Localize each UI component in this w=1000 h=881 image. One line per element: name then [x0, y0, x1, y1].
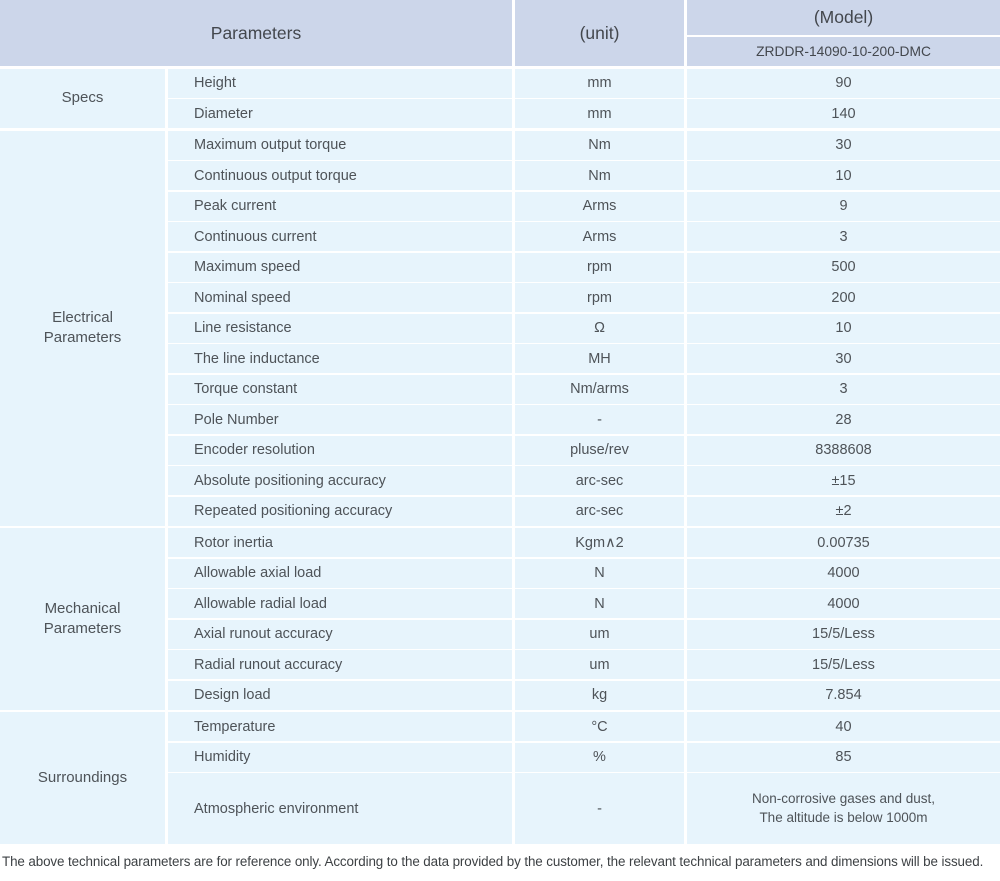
unit-cell: kg: [515, 681, 684, 710]
table-body: [0, 69, 1000, 845]
table-header: [0, 0, 1000, 66]
value-cell: ±15: [687, 466, 1000, 495]
parameter-name-cell: Allowable axial load: [168, 559, 512, 588]
value-cell: 10: [687, 314, 1000, 343]
unit-cell: %: [515, 743, 684, 772]
parameter-name-cell: Maximum speed: [168, 253, 512, 282]
value-cell: 10: [687, 161, 1000, 190]
parameter-name-cell: Height: [168, 69, 512, 98]
unit-cell: pluse/rev: [515, 436, 684, 465]
value-cell: 15/5/Less: [687, 620, 1000, 649]
parameter-name-cell: Rotor inertia: [168, 528, 512, 557]
unit-cell: Kgm∧2: [515, 528, 684, 557]
parameter-name-cell: Humidity: [168, 743, 512, 772]
parameter-name-cell: Line resistance: [168, 314, 512, 343]
unit-cell: mm: [515, 99, 684, 128]
section-mechanical-parameters: [0, 528, 1000, 710]
unit-cell: rpm: [515, 253, 684, 282]
parameter-name-cell: Maximum output torque: [168, 131, 512, 160]
parameter-name-cell: Continuous current: [168, 222, 512, 251]
value-cell: ±2: [687, 497, 1000, 526]
unit-cell: Arms: [515, 192, 684, 221]
unit-cell: Ω: [515, 314, 684, 343]
parameter-name-cell: Torque constant: [168, 375, 512, 404]
value-cell: 140: [687, 99, 1000, 128]
value-cell: [687, 773, 1000, 844]
parameter-name-cell: The line inductance: [168, 344, 512, 373]
value-cell: 90: [687, 69, 1000, 98]
parameter-name-cell: Peak current: [168, 192, 512, 221]
value-cell: 4000: [687, 589, 1000, 618]
parameter-name-cell: Nominal speed: [168, 283, 512, 312]
unit-cell: um: [515, 620, 684, 649]
section-label: Mechanical Parameters: [0, 528, 165, 710]
value-cell: 28: [687, 405, 1000, 434]
parameter-name-cell: Repeated positioning accuracy: [168, 497, 512, 526]
parameter-name-cell: Atmospheric environment: [168, 773, 512, 844]
value-cell: 40: [687, 712, 1000, 741]
unit-cell: rpm: [515, 283, 684, 312]
parameter-name-cell: Encoder resolution: [168, 436, 512, 465]
header-model-value: ZRDDR-14090-10-200-DMC: [687, 37, 1000, 66]
section-label: Surroundings: [0, 712, 165, 844]
value-cell: 0.00735: [687, 528, 1000, 557]
parameter-name-cell: Axial runout accuracy: [168, 620, 512, 649]
value-cell: 30: [687, 131, 1000, 160]
value-cell: 9: [687, 192, 1000, 221]
unit-cell: arc-sec: [515, 466, 684, 495]
parameter-name-cell: Radial runout accuracy: [168, 650, 512, 679]
header-parameters-label: Parameters: [0, 0, 512, 66]
unit-cell: mm: [515, 69, 684, 98]
unit-cell: Nm: [515, 131, 684, 160]
value-cell: 3: [687, 375, 1000, 404]
unit-cell: Nm: [515, 161, 684, 190]
parameter-name-cell: Absolute positioning accuracy: [168, 466, 512, 495]
unit-cell: arc-sec: [515, 497, 684, 526]
unit-cell: °C: [515, 712, 684, 741]
value-cell: 200: [687, 283, 1000, 312]
value-line: The altitude is below 1000m: [759, 809, 928, 825]
parameter-name-cell: Pole Number: [168, 405, 512, 434]
parameter-name-cell: Design load: [168, 681, 512, 710]
section-specs: [0, 69, 1000, 129]
header-model-label: (Model): [687, 0, 1000, 35]
unit-cell: MH: [515, 344, 684, 373]
unit-cell: N: [515, 559, 684, 588]
unit-cell: N: [515, 589, 684, 618]
unit-cell: -: [515, 773, 684, 844]
value-cell: 500: [687, 253, 1000, 282]
header-model-column: [687, 0, 1000, 66]
parameter-name-cell: Continuous output torque: [168, 161, 512, 190]
value-cell: 30: [687, 344, 1000, 373]
section-surroundings: [0, 712, 1000, 844]
section-electrical-parameters: [0, 131, 1000, 526]
unit-cell: Arms: [515, 222, 684, 251]
value-cell: 4000: [687, 559, 1000, 588]
parameter-name-cell: Diameter: [168, 99, 512, 128]
value-cell: 7.854: [687, 681, 1000, 710]
value-cell: 15/5/Less: [687, 650, 1000, 679]
parameter-name-cell: Temperature: [168, 712, 512, 741]
section-label: Specs: [0, 69, 165, 129]
footer-note: The above technical parameters are for reference only. According to the data provided by the customer, the relevant technical parameters and dimensions will be issued.: [2, 854, 984, 869]
parameter-name-cell: Allowable radial load: [168, 589, 512, 618]
value-line: Non-corrosive gases and dust,: [751, 791, 936, 807]
value-cell: 3: [687, 222, 1000, 251]
unit-cell: um: [515, 650, 684, 679]
section-label: Electrical Parameters: [0, 131, 165, 526]
header-unit-label: (unit): [515, 0, 684, 66]
unit-cell: -: [515, 405, 684, 434]
value-cell: 8388608: [687, 436, 1000, 465]
value-cell: 85: [687, 743, 1000, 772]
unit-cell: Nm/arms: [515, 375, 684, 404]
